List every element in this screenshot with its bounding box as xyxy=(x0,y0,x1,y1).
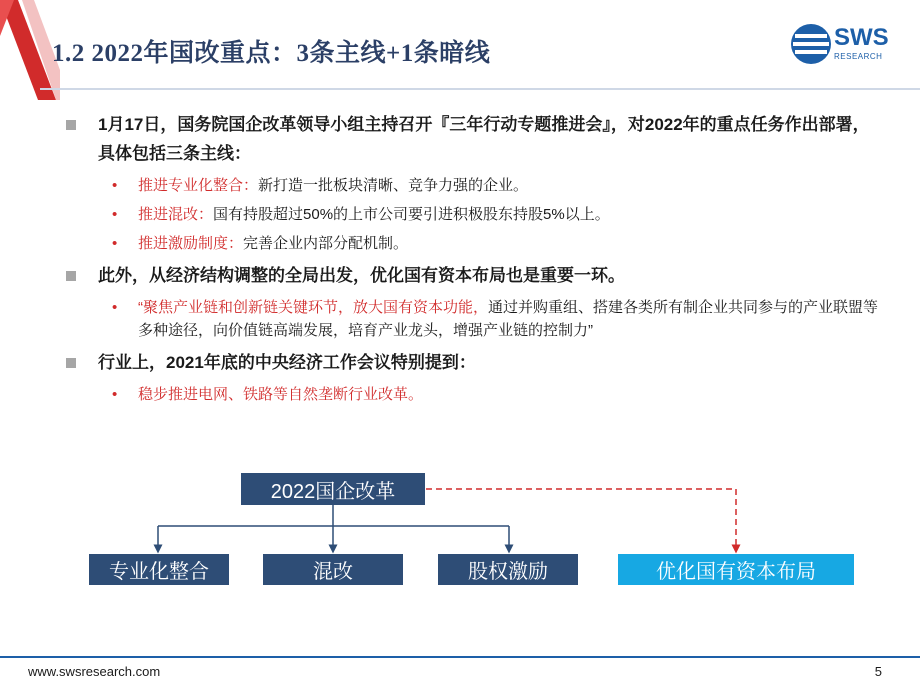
dot-bullet-icon: • xyxy=(112,299,118,316)
bullet-text: 1月17日，国务院国企改革领导小组主持召开『三年行动专题推进会』，对2022年的重点任务作出部署，具体包括三条主线： xyxy=(98,115,870,163)
diagram-branch-label: 股权激励 xyxy=(468,561,548,583)
diagram-root-label: 2022国企改革 xyxy=(270,480,396,503)
sub-bullet xyxy=(66,383,886,406)
logo-text: SWS xyxy=(834,24,889,51)
logo-subtext: RESEARCH xyxy=(834,52,883,61)
diagram-branch-box xyxy=(89,554,229,585)
square-bullet-icon xyxy=(66,120,76,130)
dot-bullet-icon: • xyxy=(112,235,118,252)
diagram-hidden-line-box xyxy=(618,554,854,585)
sub-bullet-text: 完善企业内部分配机制。 xyxy=(243,235,409,252)
bullet-content xyxy=(66,110,886,412)
page-title: 1.2 2022年国改重点：3条主线+1条暗线 xyxy=(52,40,491,67)
diagram-branch-label: 混改 xyxy=(313,561,353,583)
dot-bullet-icon: • xyxy=(112,386,118,403)
title-divider xyxy=(40,88,920,90)
dot-bullet-icon: • xyxy=(112,206,118,223)
corner-decoration xyxy=(0,0,60,100)
sub-bullet-text: 新打造一批板块清晰、竞争力强的企业。 xyxy=(258,177,529,194)
diagram-root-box xyxy=(241,473,425,505)
sub-bullet xyxy=(66,174,886,197)
page-number: 5 xyxy=(874,664,882,679)
sub-bullet-text: 国有持股超过50%的上市公司要引进积极股东持股5%以上。 xyxy=(213,206,610,223)
bullet-main-1 xyxy=(66,110,886,168)
sub-bullet-label: 推进专业化整合： xyxy=(138,177,259,194)
footer-url: www.swsresearch.com xyxy=(28,664,161,679)
dot-bullet-icon: • xyxy=(112,177,118,194)
sub-bullet xyxy=(66,296,886,342)
sub-bullet xyxy=(66,203,886,226)
bullet-text: 行业上，2021年底的中央经济工作会议特别提到： xyxy=(98,353,476,372)
footer-divider xyxy=(0,656,920,658)
sub-bullet-label: 推进混改： xyxy=(138,206,214,223)
bullet-main-2 xyxy=(66,261,886,290)
diagram-branch-box xyxy=(263,554,403,585)
square-bullet-icon xyxy=(66,271,76,281)
quote-text: 通过并购重组、搭建各类所有制企业共同参与的产业联盟等多种途径，向价值链高端发展，培育产业龙头，增强产业链的控制力” xyxy=(138,299,879,339)
bullet-main-3 xyxy=(66,348,886,377)
diagram-branch-label: 专业化整合 xyxy=(109,561,209,583)
bullet-text: 此外，从经济结构调整的全局出发，优化国有资本布局也是重要一环。 xyxy=(98,266,625,285)
sub-bullet-label: 推进激励制度： xyxy=(138,235,244,252)
square-bullet-icon xyxy=(66,358,76,368)
diagram-branch-box xyxy=(438,554,578,585)
diagram-hidden-line-label: 优化国有资本布局 xyxy=(656,561,816,583)
sub-bullet xyxy=(66,232,886,255)
sub-bullet-text: 稳步推进电网、铁路等自然垄断行业改革。 xyxy=(138,386,424,403)
quote-highlight: “聚焦产业链和创新链关键环节，放大国有资本功能， xyxy=(138,299,488,316)
